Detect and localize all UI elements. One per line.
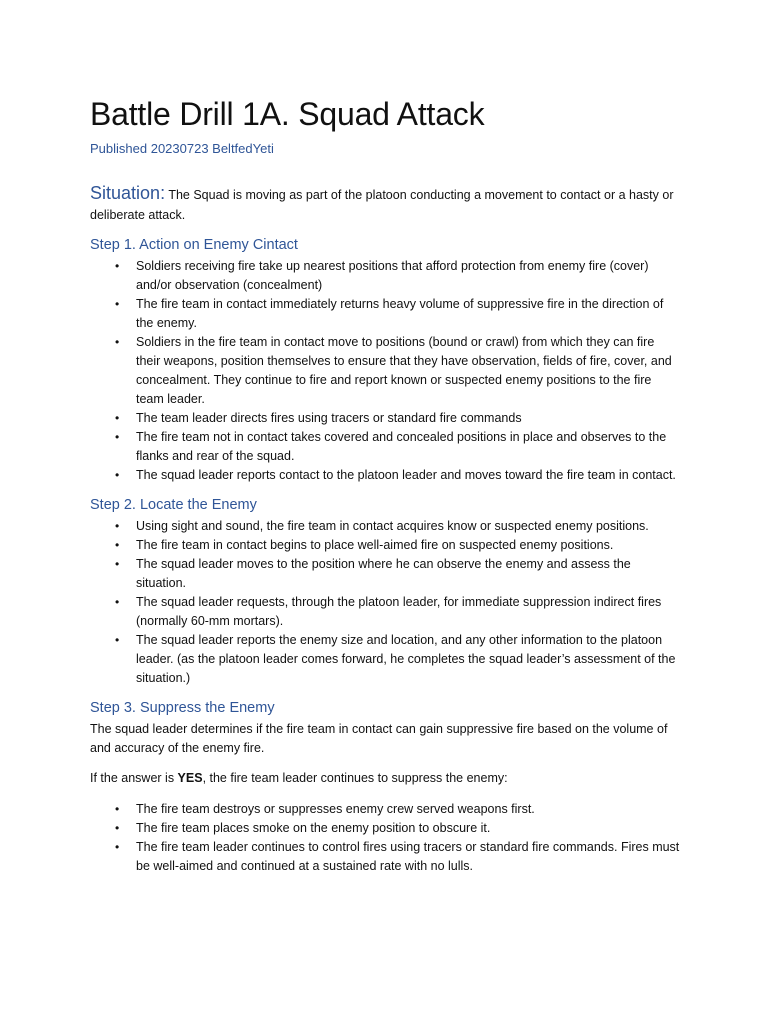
list-item: • The fire team destroys or suppresses enemy crew served weapons first. bbox=[90, 800, 682, 819]
list-item: • The squad leader reports contact to the platoon leader and moves toward the fire team in contact. bbox=[90, 466, 682, 485]
list-item: • The squad leader requests, through the platoon leader, for immediate suppression indirect fires (normally 60-mm mortars). bbox=[115, 595, 662, 628]
document-title: Battle Drill 1A. Squad Attack bbox=[90, 96, 485, 132]
situation-paragraph bbox=[90, 183, 682, 225]
list-item: • The team leader directs fires using tracers or standard fire commands bbox=[90, 409, 682, 428]
document-subtitle: Published 20230723 BeltfedYeti bbox=[90, 141, 274, 156]
list-item: • Soldiers in the fire team in contact move to positions (bound or crawl) from which they can fire their weapons, position themselves to ensure that they have observation, fields of fire, cover, and concealment. They continue to fire and report known or suspected enemy positions to the fire team leader. bbox=[115, 335, 672, 406]
bullet-icon: • bbox=[115, 430, 120, 444]
bullet-icon: • bbox=[115, 802, 120, 816]
step-3-list bbox=[90, 800, 682, 876]
bullet-icon: • bbox=[115, 595, 120, 609]
bullet-icon: • bbox=[115, 468, 120, 482]
answer-emphasis: YES bbox=[177, 771, 203, 785]
list-item: • The fire team not in contact takes covered and concealed positions in place and observes to the flanks and rear of the squad. bbox=[115, 430, 667, 463]
bullet-icon: • bbox=[115, 557, 120, 571]
situation-text: The Squad is moving as part of the platoon conducting a movement to contact or a hasty or deliberate attack. bbox=[90, 188, 674, 222]
step-3-heading: Step 3. Suppress the Enemy bbox=[90, 700, 275, 716]
list-item: • The squad leader reports the enemy size and location, and any other information to the platoon leader. (as the platoon leader comes forward, he completes the squad leader’s assessment of the situation.) bbox=[115, 633, 676, 685]
bullet-icon: • bbox=[115, 519, 120, 533]
list-item: • The fire team in contact begins to place well-aimed fire on suspected enemy positions. bbox=[90, 536, 682, 555]
step-3-answer-paragraph: If the answer is YES, the fire team leader continues to suppress the enemy: bbox=[90, 771, 508, 785]
list-item: • The fire team leader continues to control fires using tracers or standard fire commands. Fires must be well-aimed and continued at a sustained rate with no lulls. bbox=[115, 840, 680, 873]
list-item: • The fire team in contact immediately returns heavy volume of suppressive fire in the direction of the enemy. bbox=[115, 297, 664, 330]
list-item: • Using sight and sound, the fire team in contact acquires know or suspected enemy positions. bbox=[90, 517, 682, 536]
situation-label: Situation: bbox=[90, 183, 166, 203]
step-2-list bbox=[90, 517, 682, 688]
step-1-heading: Step 1. Action on Enemy Cintact bbox=[90, 237, 298, 253]
bullet-icon: • bbox=[115, 633, 120, 647]
bullet-icon: • bbox=[115, 259, 120, 273]
bullet-icon: • bbox=[115, 538, 120, 552]
step-1-list bbox=[90, 257, 682, 485]
list-item: • Soldiers receiving fire take up nearest positions that afford protection from enemy fire (cover) and/or observation (concealment) bbox=[115, 259, 649, 292]
list-item: • The fire team places smoke on the enemy position to obscure it. bbox=[90, 819, 682, 838]
bullet-icon: • bbox=[115, 335, 120, 349]
list-item: • The squad leader moves to the position where he can observe the enemy and assess the situation. bbox=[115, 557, 631, 590]
step-3-paragraph: The squad leader determines if the fire team in contact can gain suppressive fire based on the volume of and accuracy of the enemy fire. bbox=[90, 722, 668, 755]
bullet-icon: • bbox=[115, 411, 120, 425]
bullet-icon: • bbox=[115, 840, 120, 854]
bullet-icon: • bbox=[115, 297, 120, 311]
bullet-icon: • bbox=[115, 821, 120, 835]
step-2-heading: Step 2. Locate the Enemy bbox=[90, 497, 257, 513]
